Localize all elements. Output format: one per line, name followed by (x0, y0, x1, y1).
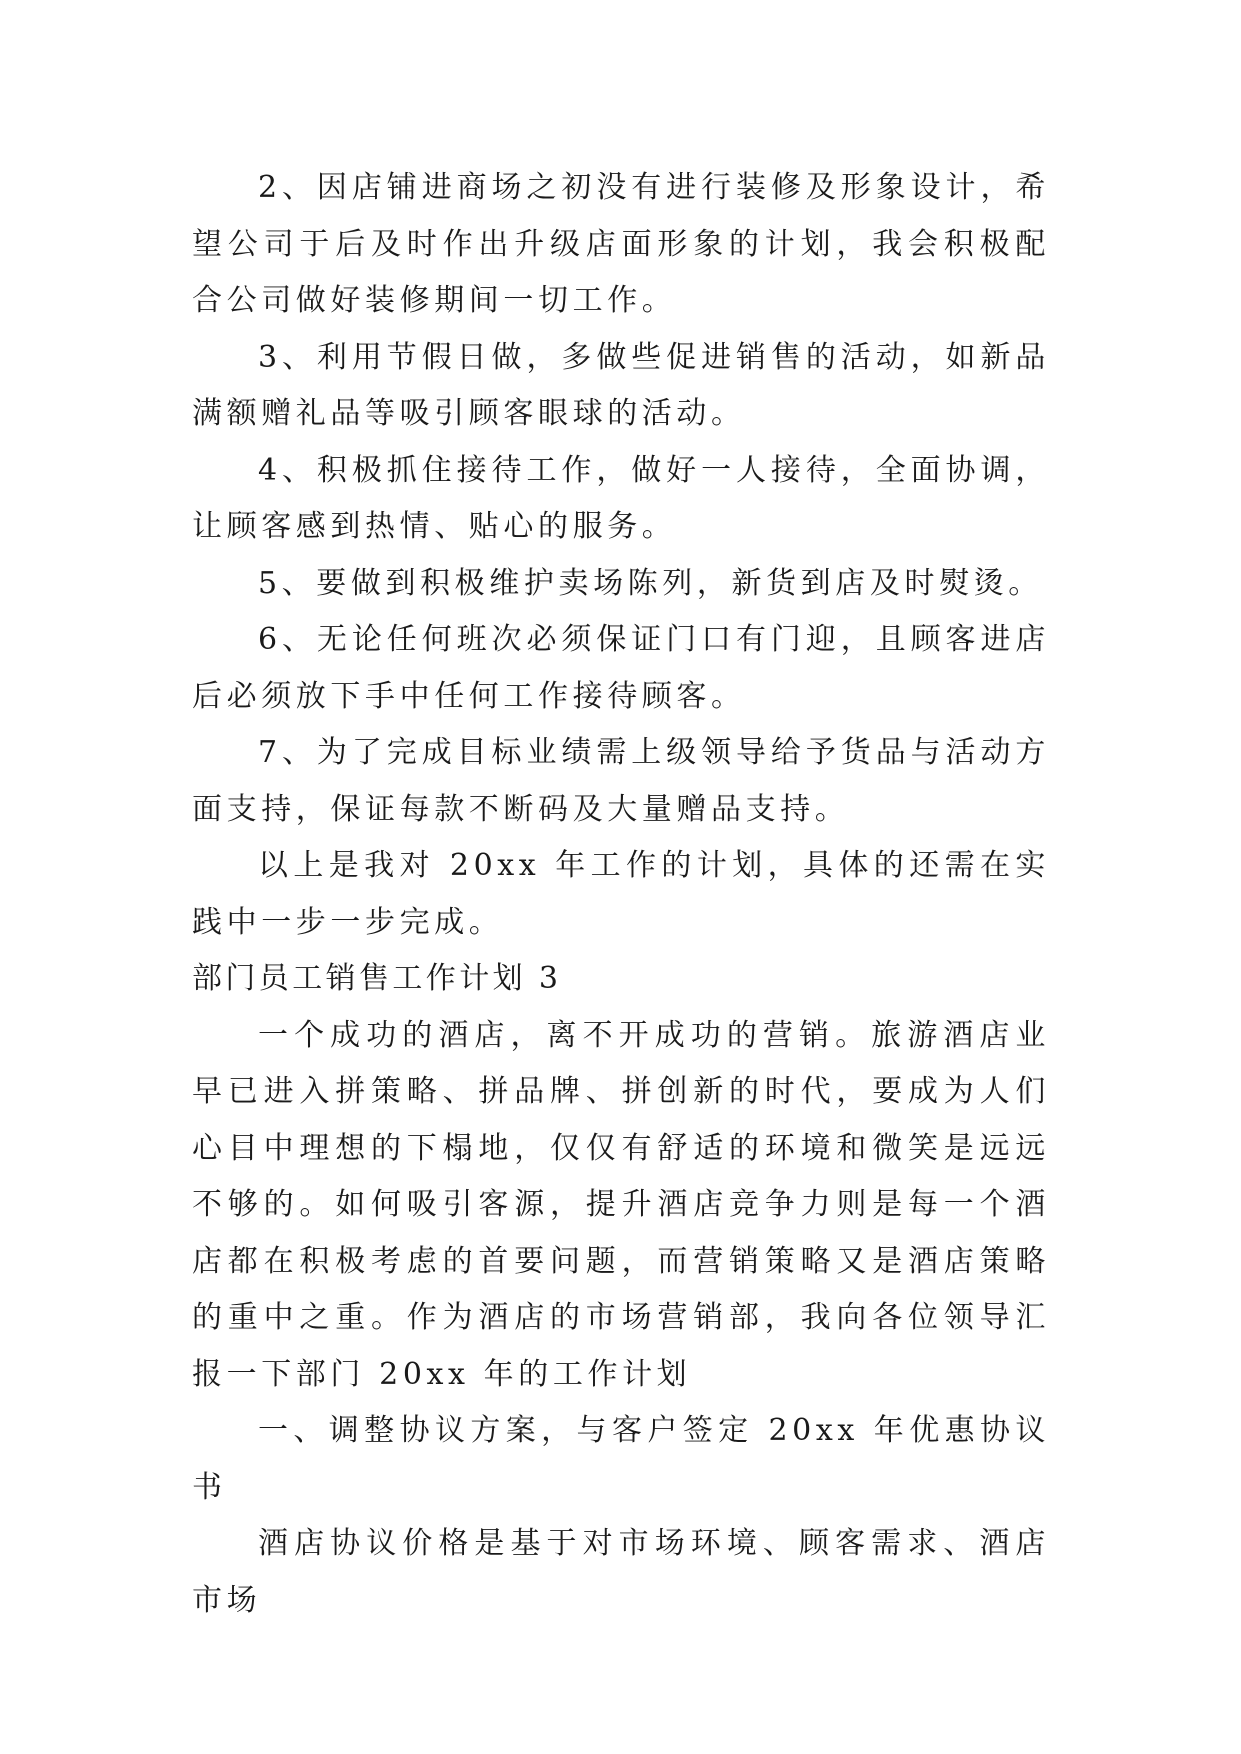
section-body-paragraph: 酒店协议价格是基于对市场环境、顾客需求、酒店市场 (192, 1526, 1050, 1618)
paragraph-item-7: 7、为了完成目标业绩需上级领导给予货品与活动方面支持，保证每款不断码及大量赠品支持。 (192, 735, 1050, 827)
paragraph-item-5: 5、要做到积极维护卖场陈列，新货到店及时熨烫。 (258, 565, 1043, 601)
paragraph-conclusion: 以上是我对 20xx 年工作的计划，具体的还需在实践中一步一步完成。 (192, 848, 1050, 940)
section-intro-paragraph: 一个成功的酒店，离不开成功的营销。旅游酒店业早已进入拼策略、拼品牌、拼创新的时代，要成为人们心目中理想的下榻地，仅仅有舒适的环境和微笑是远远不够的。如何吸引客源，提升酒店竞争力则是每一个酒店都在积极考虑的首要问题，而营销策略又是酒店策略的重中之重。作为酒店的市场营销部，我向各位领导汇报一下部门 20xx 年的工作计划 (192, 1017, 1050, 1392)
document-body (192, 160, 1050, 1629)
section-heading: 部门员工销售工作计划 3 (192, 961, 562, 996)
paragraph-item-3: 3、利用节假日做，多做些促进销售的活动，如新品满额赠礼品等吸引顾客眼球的活动。 (192, 339, 1050, 431)
section-subheading-1: 一、调整协议方案，与客户签定 20xx 年优惠协议书 (192, 1413, 1050, 1505)
paragraph-item-6: 6、无论任何班次必须保证门口有门迎，且顾客进店后必须放下手中任何工作接待顾客。 (192, 622, 1050, 714)
paragraph-item-4: 4、积极抓住接待工作，做好一人接待，全面协调，让顾客感到热情、贴心的服务。 (192, 452, 1050, 544)
paragraph-item-2: 2、因店铺进商场之初没有进行装修及形象设计，希望公司于后及时作出升级店面形象的计划，我会积极配合公司做好装修期间一切工作。 (192, 170, 1050, 318)
